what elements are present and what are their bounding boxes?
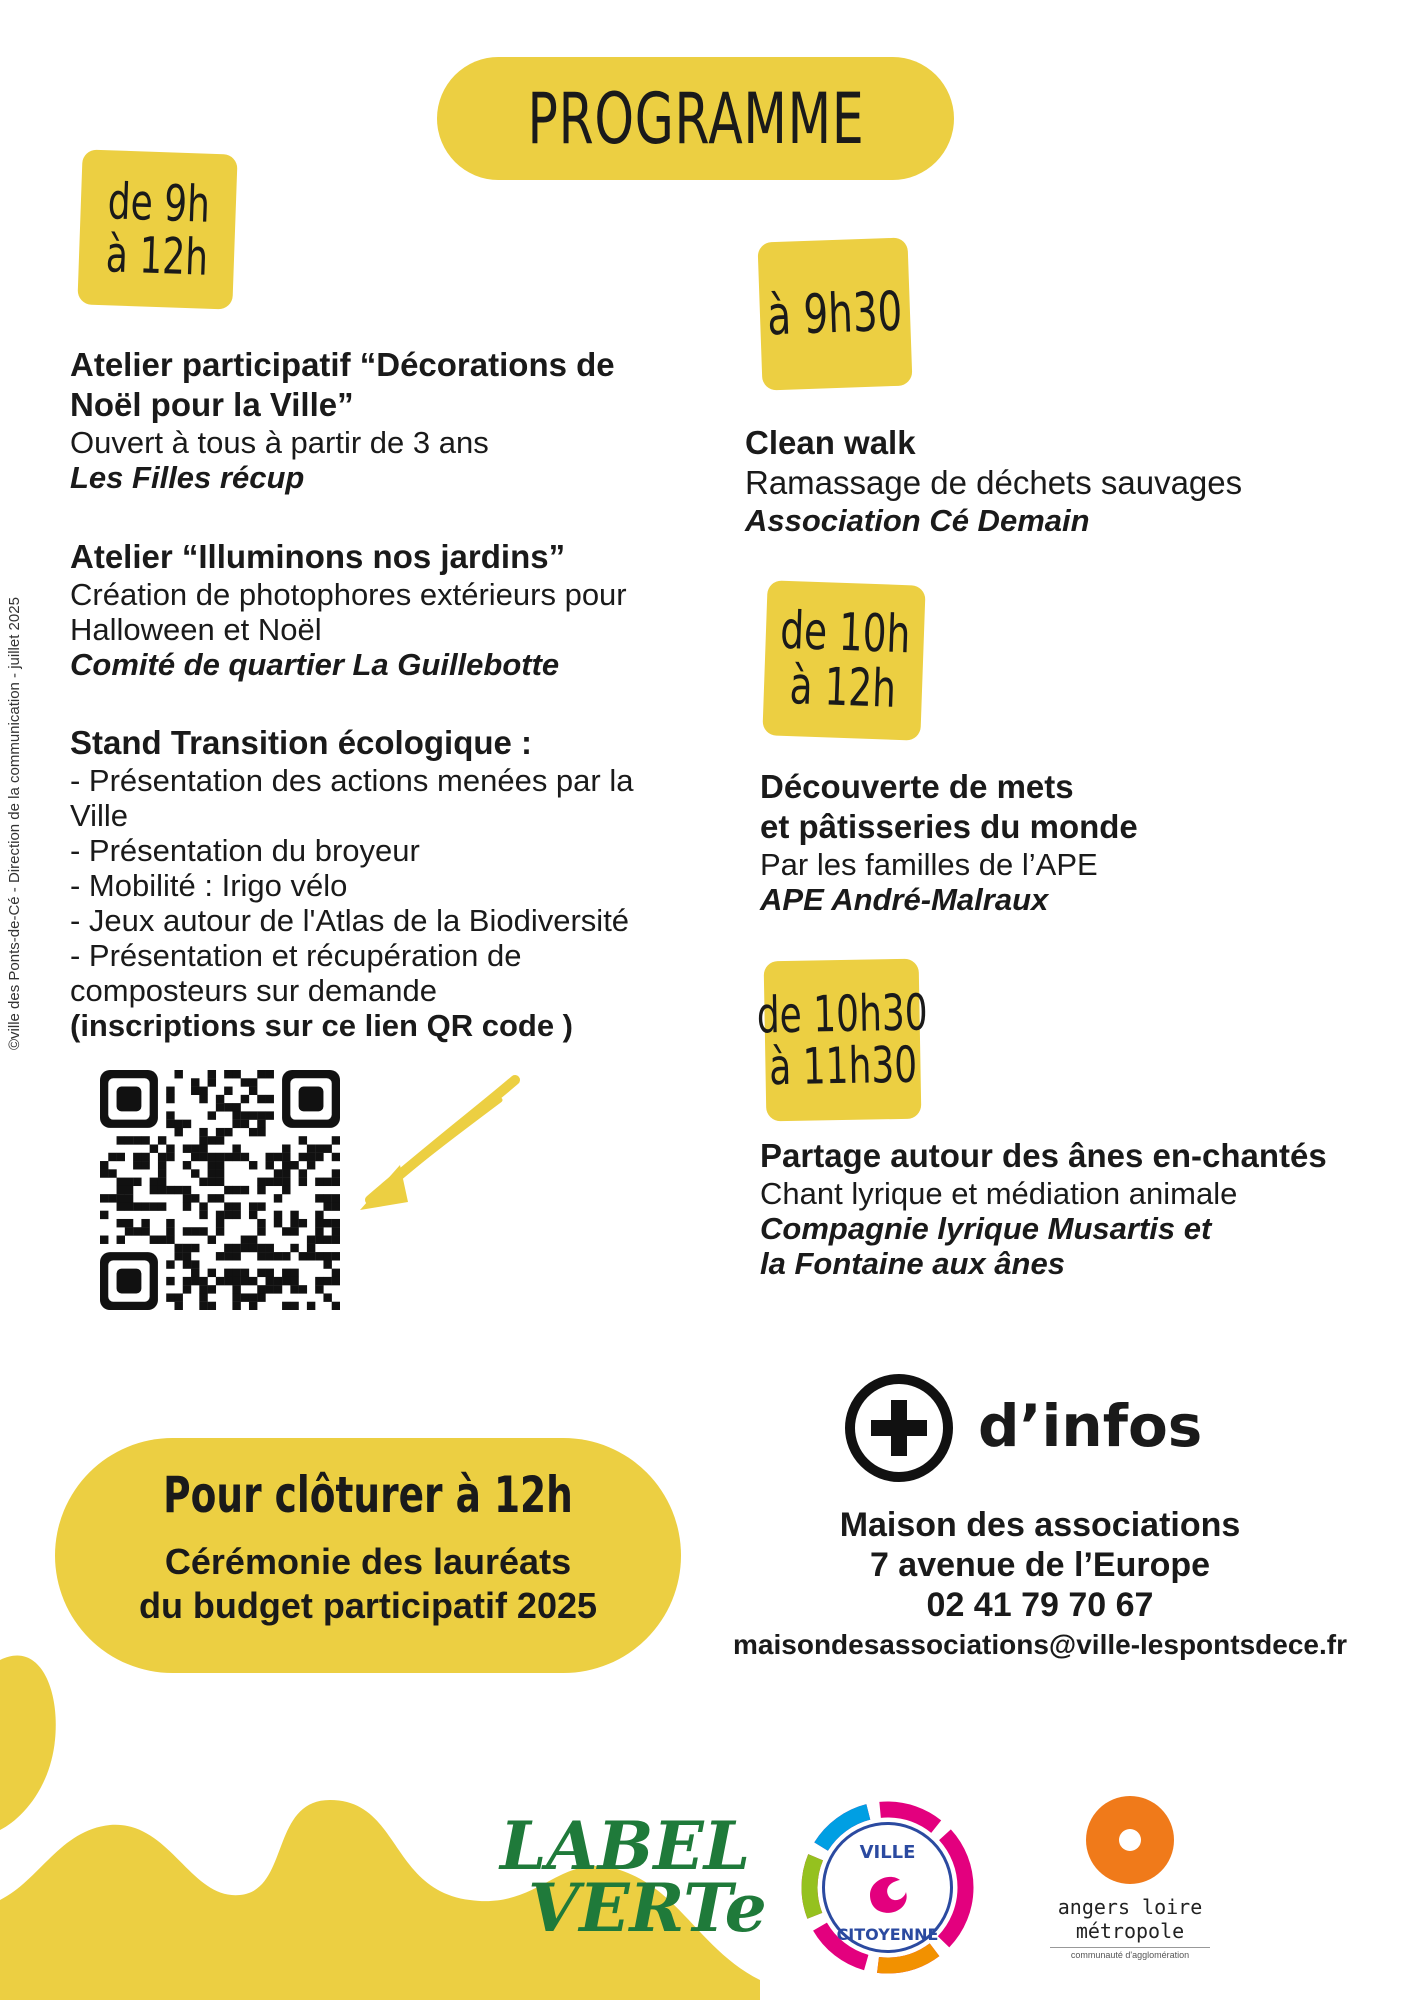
closing-text: Cérémonie des lauréats du budget participatif 2025 [138, 1541, 598, 1626]
time-tag-10h30-11h30: de 10h30 à 11h30 [764, 959, 922, 1122]
svg-text:CITOYENNE: CITOYENNE [836, 1925, 939, 1944]
ville-citoyenne-logo [800, 1800, 975, 1975]
time-tag-9h-12h: de 9h à 12h [77, 149, 237, 309]
contact-block [690, 1505, 1390, 1665]
page-title: PROGRAMME [527, 77, 864, 160]
infos-title: d’infos [978, 1392, 1203, 1460]
time-tag-10h-12h: de 10h à 12h [762, 580, 925, 740]
angers-loire-metropole-logo: angers loire métropole communauté d'agglomération [1050, 1790, 1210, 1980]
alm-circle-icon [1080, 1790, 1180, 1890]
plus-icon [843, 1372, 955, 1484]
closing-pill [55, 1438, 681, 1673]
event-illuminons: Atelier “Illuminons nos jardins” Création de photophores extérieurs pour Halloween et Noël Comité de quartier La Guillebotte [70, 538, 627, 682]
side-credit: ©ville des Ponts-de-Cé - Direction de la communication - juillet 2025 [6, 597, 23, 1050]
svg-text:VILLE: VILLE [859, 1842, 916, 1863]
contact-email[interactable]: maisondesassociations@ville-lespontsdece.fr [733, 1629, 1347, 1660]
contact-phone[interactable]: 02 41 79 70 67 [926, 1586, 1154, 1624]
qr-code[interactable] [100, 1070, 340, 1310]
contact-address: 7 avenue de l’Europe [869, 1546, 1211, 1584]
event-anes: Partage autour des ânes en-chantés Chant lyrique et médiation animale Compagnie lyrique Musartis et la Fontaine aux ânes [760, 1137, 1327, 1281]
closing-title: Pour clôturer à 12h [163, 1466, 573, 1524]
label-verte-logo: LABEL VERTe [500, 1807, 767, 1947]
event-clean-walk: Clean walk Ramassage de déchets sauvages Association Cé Demain [745, 424, 1243, 538]
event-decouverte: Découverte de mets et pâtisseries du monde Par les familles de l’APE APE André-Malraux [760, 768, 1138, 917]
contact-place: Maison des associations [839, 1506, 1241, 1544]
arrow-icon [340, 1070, 530, 1240]
event-decorations: Atelier participatif “Décorations de Noël pour la Ville” Ouvert à tous à partir de 3 ans Les Filles récup [70, 346, 615, 495]
event-stand-transition: Stand Transition écologique : - Présentation des actions menées par la Ville - Présentation du broyeur - Mobilité : Irigo vélo - Jeux autour de l'Atlas de la Biodiversité - Présentation et récupération de composteurs sur demande (inscriptions sur ce lien QR code ) [70, 724, 634, 1043]
time-tag-9h30: à 9h30 [757, 237, 912, 390]
programme-title-pill [437, 57, 954, 180]
